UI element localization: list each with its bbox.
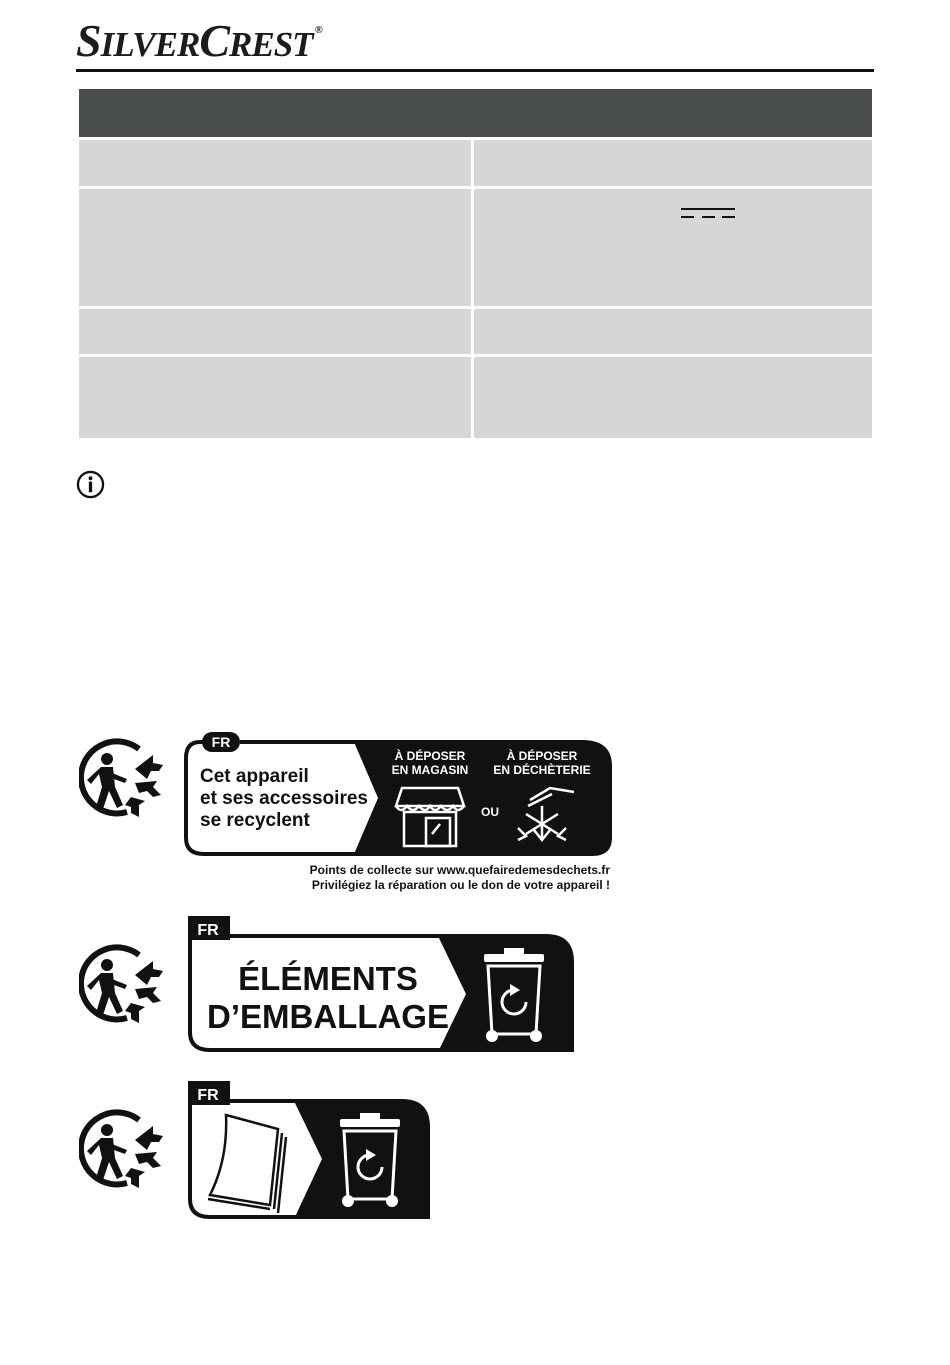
- header-rule: [76, 69, 874, 72]
- label-message-line3: se recyclent: [200, 810, 310, 831]
- table-row: [79, 357, 872, 438]
- table-cell-label: [79, 140, 471, 186]
- label-country: FR: [197, 1087, 219, 1104]
- label-or: OU: [481, 805, 499, 819]
- option2-line1: À DÉPOSER: [506, 749, 578, 763]
- table-cell-value: [474, 140, 872, 186]
- option1-line1: À DÉPOSER: [394, 749, 466, 763]
- recycling-label-electrical: [182, 730, 614, 895]
- technical-data-table: [79, 89, 872, 438]
- silvercrest-logo: SILVERCREST ®: [76, 15, 322, 66]
- triman-icon: [79, 935, 171, 1027]
- table-cell-label: [79, 357, 471, 438]
- recycling-label-packaging: [186, 914, 576, 1056]
- footnote-line2: Privilégiez la réparation ou le don de votre appareil !: [311, 878, 610, 892]
- direct-current-symbol-icon: [681, 208, 735, 218]
- label-country: FR: [211, 734, 231, 750]
- table-cell-value: [474, 357, 872, 438]
- triman-icon: [79, 1100, 171, 1192]
- table-header-bar: [79, 89, 872, 137]
- triman-icon: [79, 729, 171, 821]
- table-row: [79, 309, 872, 354]
- footnote-line1: Points de collecte sur www.quefairedemesdechets.fr: [309, 863, 610, 877]
- option1-line2: EN MAGASIN: [391, 763, 469, 777]
- table-row: [79, 140, 872, 186]
- label-message-line2: et ses accessoires: [200, 788, 368, 809]
- info-circle-icon: [76, 470, 105, 499]
- paper-stack-icon: [208, 1115, 286, 1213]
- label-message-line1: Cet appareil: [200, 766, 309, 787]
- table-row: [79, 189, 872, 306]
- option2-line2: EN DÉCHÈTERIE: [493, 763, 591, 777]
- label-line2: D’EMBALLAGE: [207, 998, 449, 1035]
- table-cell-value: [474, 309, 872, 354]
- label-line1: ÉLÉMENTS: [238, 960, 418, 997]
- label-country: FR: [197, 922, 219, 939]
- table-cell-label: [79, 189, 471, 306]
- table-cell-value: [474, 189, 872, 306]
- recycling-label-paper: [186, 1079, 432, 1223]
- table-cell-label: [79, 309, 471, 354]
